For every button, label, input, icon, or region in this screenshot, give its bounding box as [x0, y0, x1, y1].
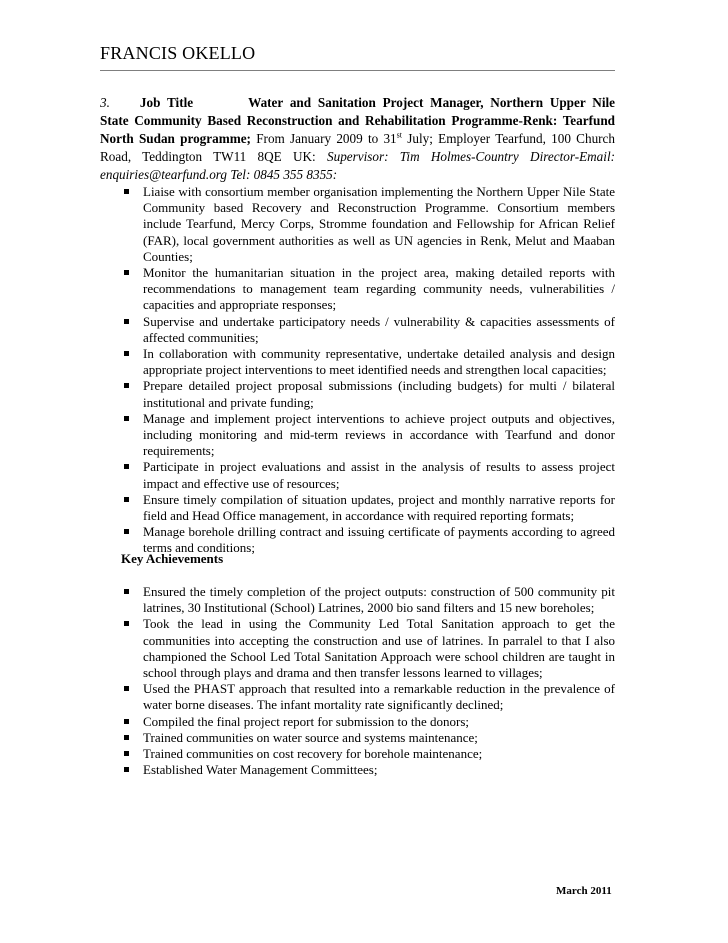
list-item: Took the lead in using the Community Led Total Sanitation approach to get the communities into accepting the construction and use of latrines. In parralel to that I also championed the School Led Total Sanitation Approach were school children are taught in school through plays and drama and then transfer lessons learned to villages;: [118, 616, 615, 681]
square-bullet-icon: [124, 189, 129, 194]
list-item: Monitor the humanitarian situation in the project area, making detailed reports with recommendations to management team regarding community needs, vulnerabilities / capacities and appropriate responses;: [118, 265, 615, 314]
square-bullet-icon: [124, 751, 129, 756]
list-item: Liaise with consortium member organisation implementing the Northern Upper Nile State Community based Recovery and Reconstruction Programme. Consortium members include Tearfund, Mercy Corps, Stromme foundation and Fellowship for African Relief (FAR), local government authorities as well as UN agencies in Renk, Melut and Maaban Counties;: [118, 184, 615, 265]
square-bullet-icon: [124, 351, 129, 356]
list-item: Ensured the timely completion of the project outputs: construction of 500 community pit latrines, 30 Institutional (School) Latrines, 2000 bio sand filters and 15 new boreholes;: [118, 584, 615, 616]
square-bullet-icon: [124, 719, 129, 724]
square-bullet-icon: [124, 767, 129, 772]
responsibilities-list: [118, 184, 615, 557]
list-item: Prepare detailed project proposal submissions (including budgets) for multi / bilateral institutional and private funding;: [118, 378, 615, 410]
resume-name-header: FRANCIS OKELLO: [100, 43, 256, 63]
list-item: Used the PHAST approach that resulted into a remarkable reduction in the prevalence of water borne diseases. The infant mortality rate significantly declined;: [118, 681, 615, 713]
square-bullet-icon: [124, 464, 129, 469]
header-divider: [100, 70, 615, 71]
job-contact: Supervisor: Tim Holmes-Country Director-Email: enquiries@tearfund.org Tel: 0845 355 8355:: [100, 149, 616, 182]
achievements-list: [118, 584, 615, 778]
job-number: 3.: [100, 95, 110, 110]
square-bullet-icon: [124, 589, 129, 594]
list-item: Participate in project evaluations and assist in the analysis of results to assess project impact and effective use of resources;: [118, 459, 615, 491]
square-bullet-icon: [124, 270, 129, 275]
square-bullet-icon: [124, 529, 129, 534]
square-bullet-icon: [124, 416, 129, 421]
job-title-label: Job Title: [139, 95, 194, 110]
job-period-prefix: From January 2009 to 31: [256, 131, 397, 146]
list-item: Supervise and undertake participatory needs / vulnerability & capacities assessments of affected communities;: [118, 314, 615, 346]
square-bullet-icon: [124, 686, 129, 691]
list-item: Ensure timely compilation of situation updates, project and monthly narrative reports for field and Head Office management, in accordance with required reporting formats;: [118, 492, 615, 524]
list-item: Manage and implement project interventions to achieve project outputs and objectives, including monitoring and mid-term reviews in accordance with Tearfund and donor requirements;: [118, 411, 615, 460]
job-title: Water and Sanitation Project Manager, Northern Upper Nile State Community Based Reconstruction and Rehabilitation Programme-Renk: Tearfund North Sudan programme;: [100, 95, 615, 146]
list-item: In collaboration with community representative, undertake detailed analysis and design appropriate project interventions to meet identified needs and strengthen local capacities;: [118, 346, 615, 378]
footer-date: March 2011: [556, 885, 612, 897]
job-entry: [100, 94, 615, 184]
list-item: Trained communities on cost recovery for borehole maintenance;: [118, 746, 615, 762]
job-period-suffix: July; Employer Tearfund, 100 Church Road, Teddington TW11 8QE UK:: [100, 131, 616, 164]
square-bullet-icon: [124, 735, 129, 740]
square-bullet-icon: [124, 319, 129, 324]
square-bullet-icon: [124, 497, 129, 502]
square-bullet-icon: [124, 383, 129, 388]
list-item: Established Water Management Committees;: [118, 762, 615, 778]
list-item: Compiled the final project report for submission to the donors;: [118, 714, 615, 730]
square-bullet-icon: [124, 621, 129, 626]
list-item: Manage borehole drilling contract and issuing certificate of payments according to agreed terms and conditions;: [118, 524, 615, 556]
key-achievements-heading: Key Achievements: [121, 551, 224, 566]
job-period-sup: st: [396, 130, 402, 140]
list-item: Trained communities on water source and systems maintenance;: [118, 730, 615, 746]
